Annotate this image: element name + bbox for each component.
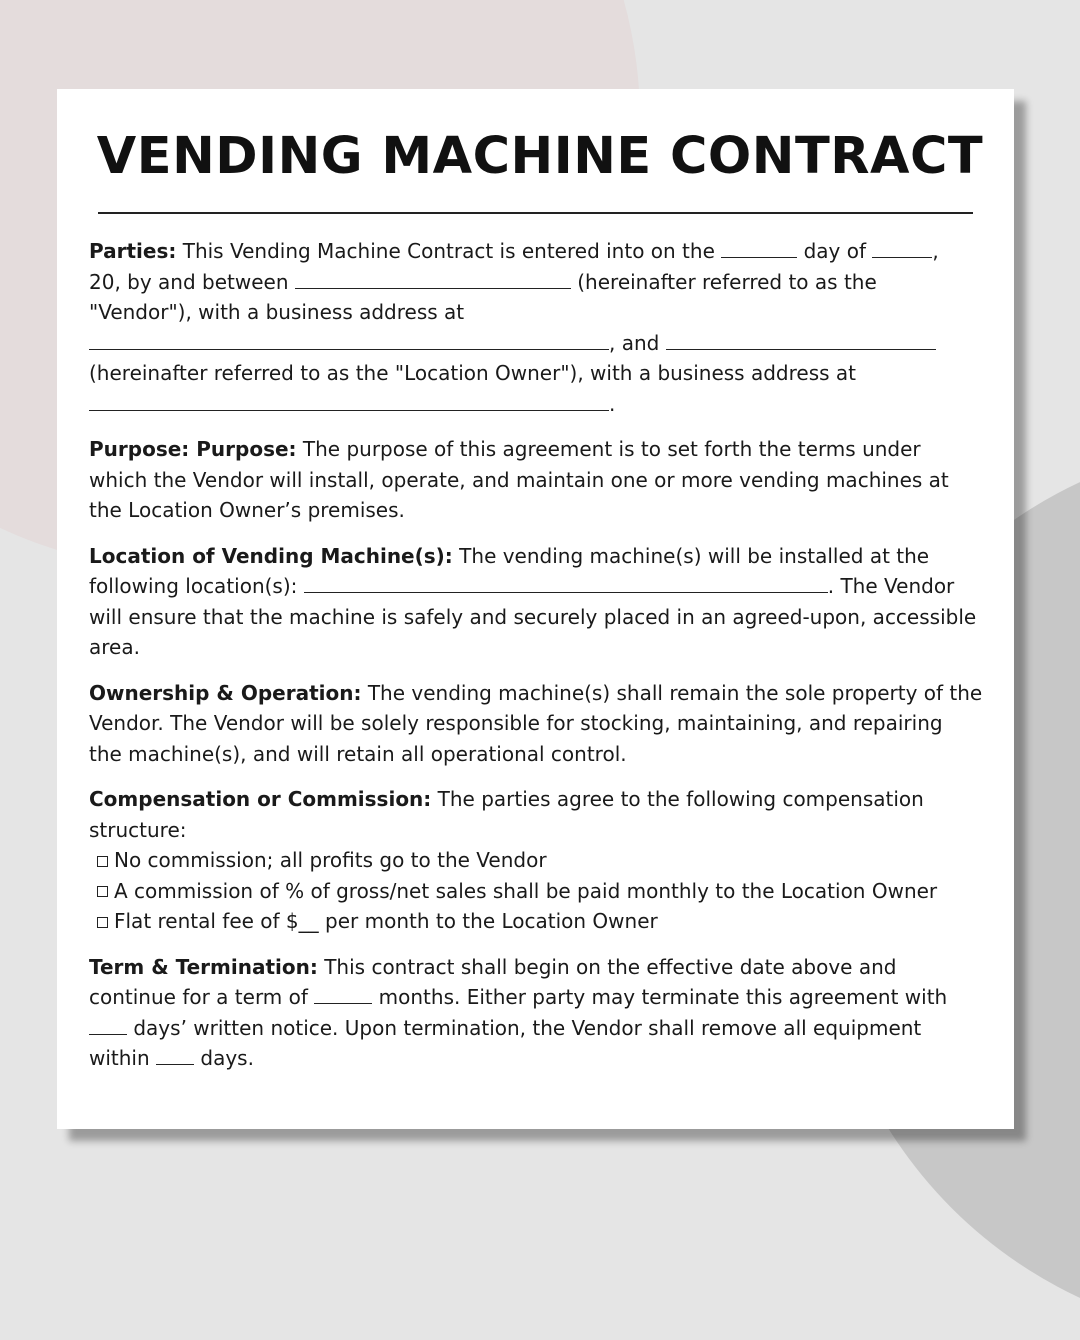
term-label: Term & Termination: xyxy=(89,954,318,979)
location-text: The vending machine(s) will be installed at the xyxy=(452,543,930,568)
term-text: days. xyxy=(194,1046,254,1070)
ownership-label: Ownership & Operation: xyxy=(89,680,362,705)
purpose-line-2: which the Vendor will install, operate, and maintain one or more vending machines at xyxy=(89,467,949,492)
term-section xyxy=(89,952,989,1074)
parties-text: . xyxy=(609,391,616,416)
document-title: VENDING MACHINE CONTRACT xyxy=(96,127,984,186)
notice-days-blank[interactable] xyxy=(89,1014,127,1035)
term-line-2 xyxy=(89,982,989,1013)
parties-text: 20, by and between xyxy=(89,269,295,294)
purpose-text: The purpose of this agreement is to set forth the terms under xyxy=(296,437,921,461)
vendor-name-blank[interactable] xyxy=(295,268,571,289)
document-body xyxy=(89,236,989,1089)
purpose-line-1 xyxy=(89,434,989,465)
term-text: continue for a term of xyxy=(89,985,315,1009)
location-text: following location(s): xyxy=(89,574,304,598)
term-line-4 xyxy=(89,1043,989,1074)
term-text: days’ written notice. Upon termination, the Vendor shall remove all equipment xyxy=(127,1015,922,1040)
location-section xyxy=(89,541,989,663)
removal-days-blank[interactable] xyxy=(156,1044,194,1065)
vendor-address-blank[interactable] xyxy=(89,329,609,350)
parties-line-2 xyxy=(89,267,989,298)
title-divider xyxy=(98,212,973,214)
parties-text: "Vendor"), with a business address at xyxy=(89,300,465,324)
parties-text: , and xyxy=(609,330,666,355)
location-text: . The Vendor xyxy=(827,574,955,598)
term-text: months. Either party may terminate this agreement with xyxy=(372,985,948,1009)
term-line-1 xyxy=(89,952,989,983)
purpose-label: Purpose: Purpose: xyxy=(89,437,297,461)
ownership-section xyxy=(89,678,989,770)
ownership-line-3: the machine(s), and will retain all operational control. xyxy=(89,741,627,766)
purpose-section xyxy=(89,434,989,526)
location-line-1 xyxy=(89,541,989,572)
ownership-line-1 xyxy=(89,678,989,709)
parties-text: (hereinafter referred to as the xyxy=(570,269,877,294)
parties-text: (hereinafter referred to as the "Location Owner"), with a business address at xyxy=(89,361,856,385)
parties-line-6 xyxy=(89,389,989,420)
compensation-text: The parties agree to the following compensation xyxy=(431,787,924,811)
compensation-option xyxy=(89,876,989,907)
compensation-option-label: A commission of % of gross/net sales shall be paid monthly to the Location Owner xyxy=(114,878,938,903)
compensation-option-label: No commission; all profits go to the Vendor xyxy=(114,848,547,872)
parties-line-1 xyxy=(89,236,989,267)
term-months-blank[interactable] xyxy=(314,983,372,1004)
location-line-3: will ensure that the machine is safely and securely placed in an agreed-upon, accessible xyxy=(89,604,977,629)
location-owner-address-blank[interactable] xyxy=(89,390,609,411)
checkbox-no-commission[interactable] xyxy=(97,856,108,867)
parties-text: day of xyxy=(797,239,873,263)
compensation-line-1 xyxy=(89,784,989,815)
checkbox-flat-rental-fee[interactable] xyxy=(97,917,108,928)
compensation-option-label: Flat rental fee of $__ per month to the Location Owner xyxy=(114,909,658,933)
parties-section xyxy=(89,236,989,419)
location-line-4: area. xyxy=(89,635,140,659)
location-owner-name-blank[interactable] xyxy=(666,329,936,350)
term-line-3 xyxy=(89,1013,989,1044)
compensation-line-2: structure: xyxy=(89,817,187,842)
location-label: Location of Vending Machine(s): xyxy=(89,543,453,568)
checkbox-commission-percentage[interactable] xyxy=(97,886,108,897)
purpose-line-3: the Location Owner’s premises. xyxy=(89,498,405,522)
date-day-blank[interactable] xyxy=(721,237,797,258)
term-text: within xyxy=(89,1046,157,1070)
location-line-2 xyxy=(89,571,989,602)
compensation-label: Compensation or Commission: xyxy=(89,787,432,811)
ownership-text: The vending machine(s) shall remain the sole property of the xyxy=(361,680,983,705)
compensation-option xyxy=(89,845,989,876)
parties-label: Parties: xyxy=(89,239,177,263)
date-month-blank[interactable] xyxy=(872,237,932,258)
parties-line-5 xyxy=(89,358,989,389)
parties-text: This Vending Machine Contract is entered into on the xyxy=(176,239,722,263)
parties-line-4 xyxy=(89,328,989,359)
parties-line-3 xyxy=(89,297,989,328)
parties-text: , xyxy=(932,239,939,263)
term-text: This contract shall begin on the effective date above and xyxy=(317,954,897,979)
compensation-section xyxy=(89,784,989,937)
installation-location-blank[interactable] xyxy=(304,572,828,593)
ownership-line-2: Vendor. The Vendor will be solely responsible for stocking, maintaining, and repairing xyxy=(89,711,943,735)
compensation-option xyxy=(89,906,989,937)
